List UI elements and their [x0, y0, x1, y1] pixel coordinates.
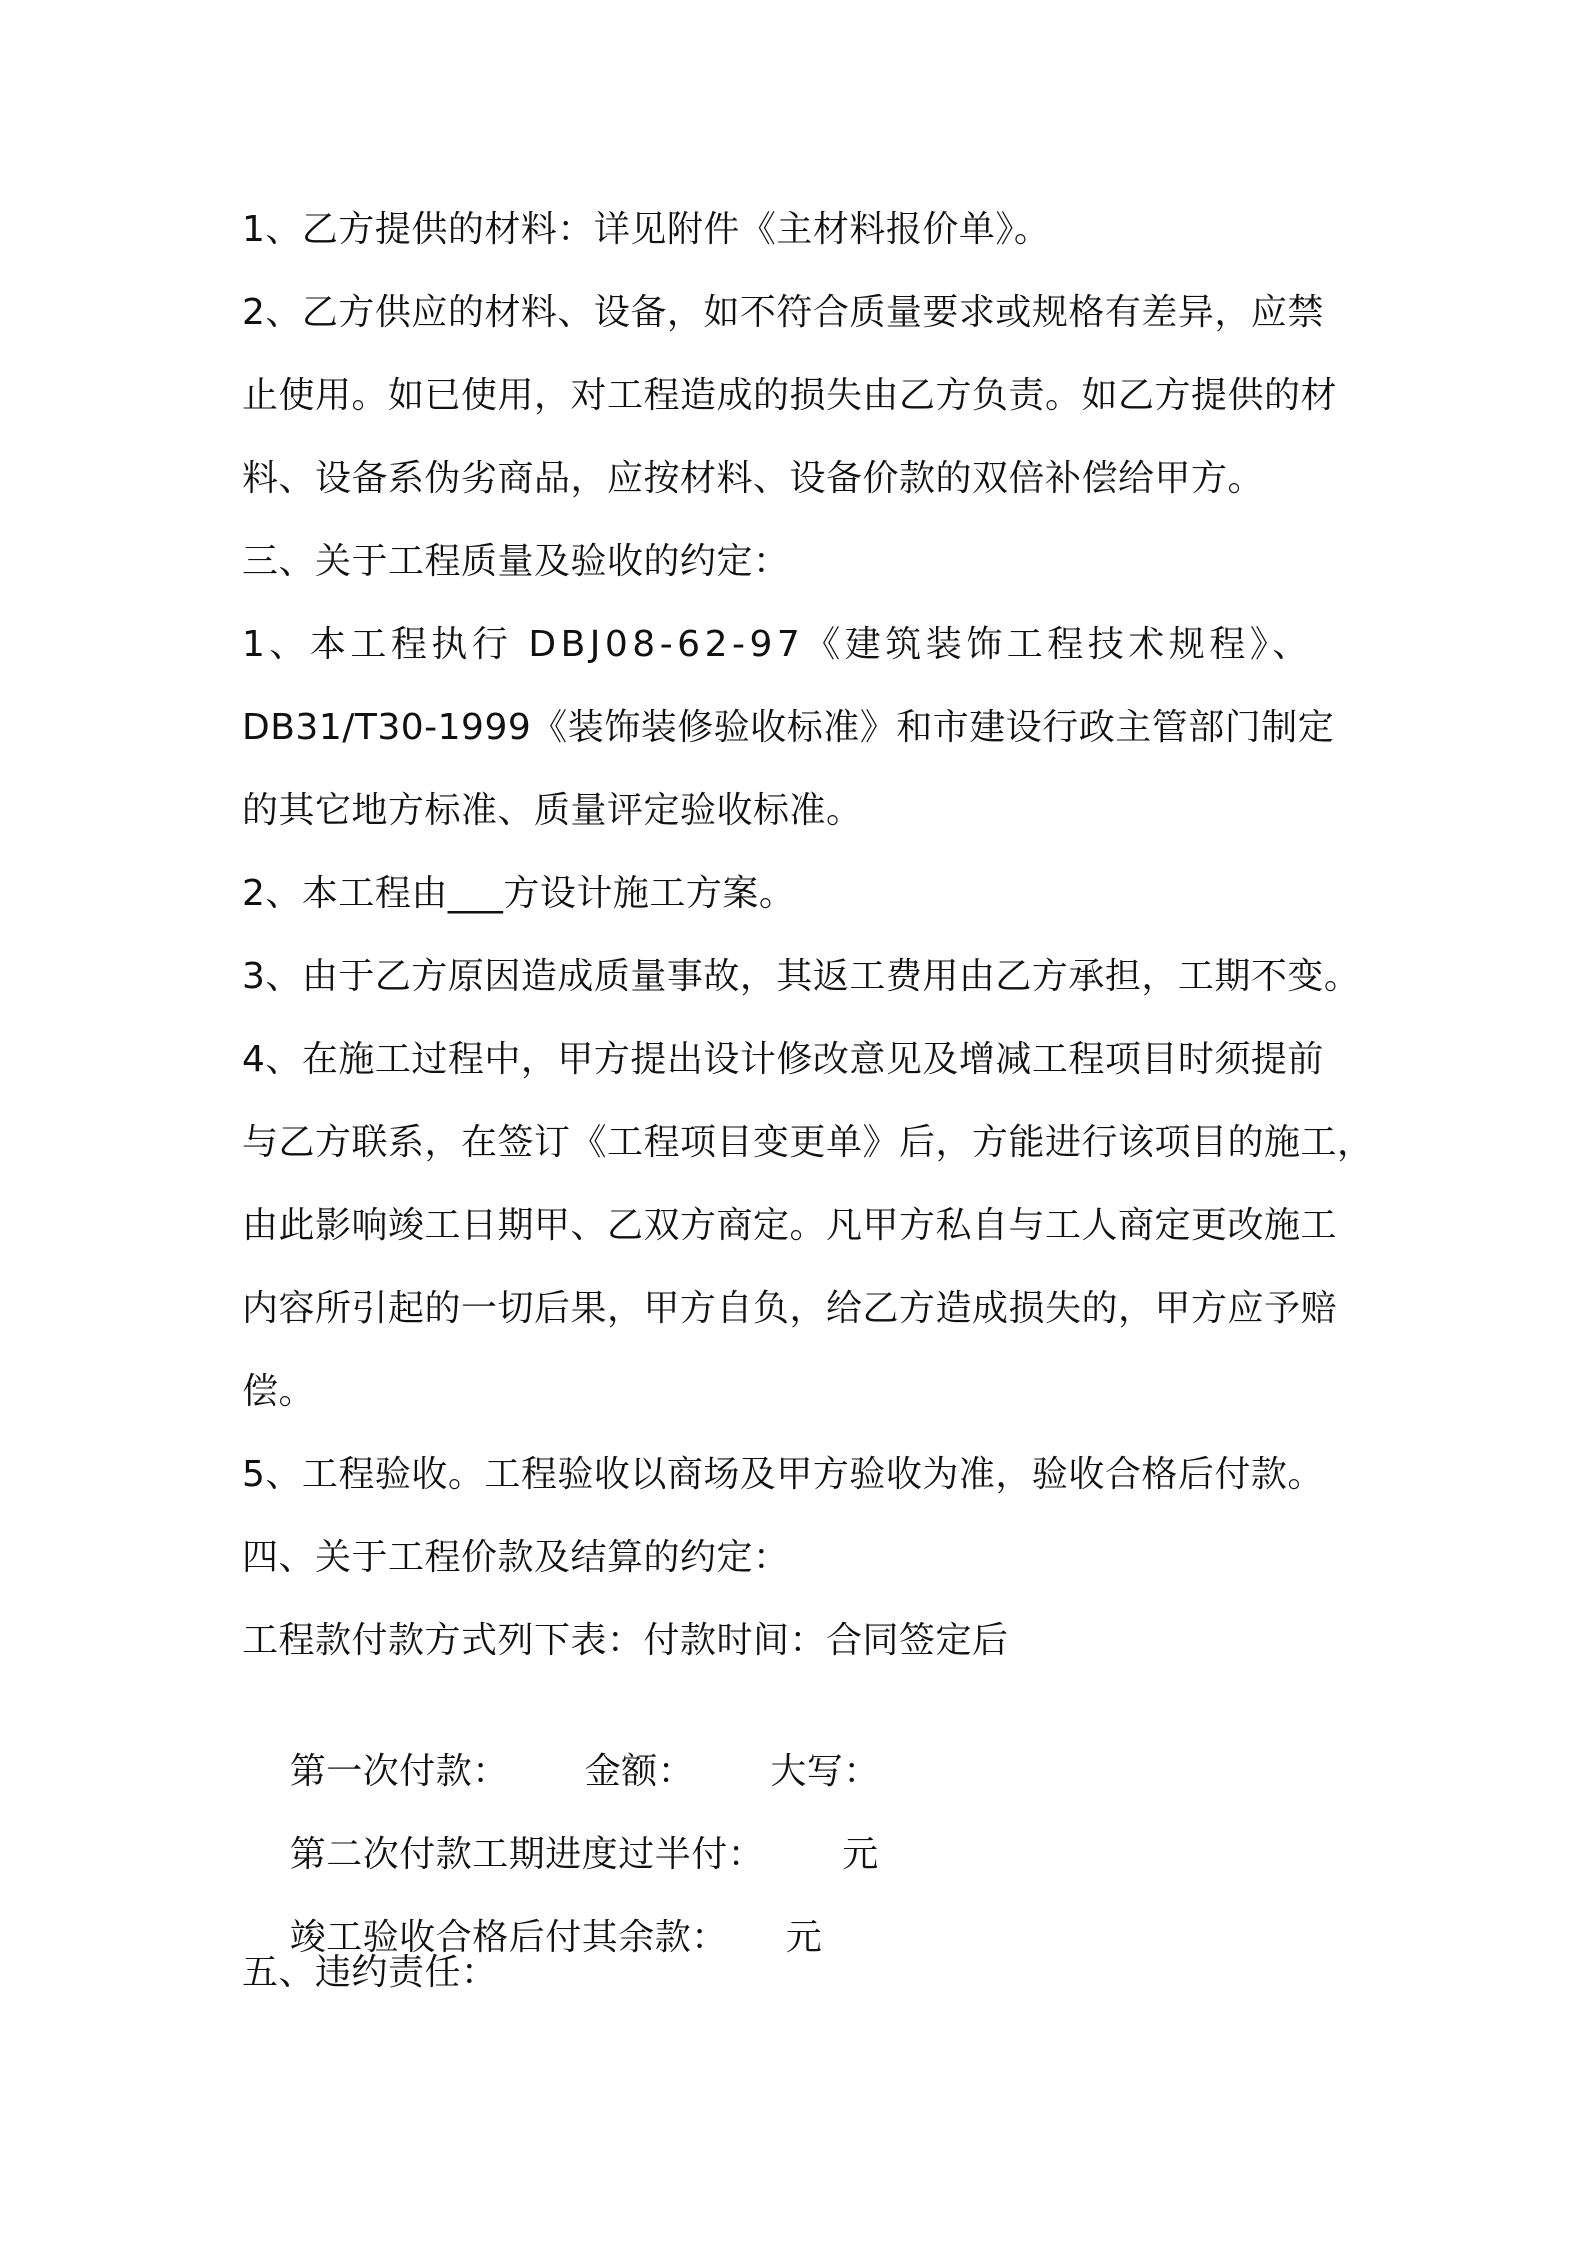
clause-standards-line-3: 的其它地方标准、质量评定验收标准。: [242, 790, 863, 831]
clause-standards-line-2: DB31/T30-1999《装饰装修验收标准》和市建设行政主管部门制定: [242, 707, 1335, 748]
first-payment-label: 第一次付款：: [289, 1751, 509, 1792]
second-payment-label: 第二次付款工期进度过半付：: [289, 1834, 765, 1875]
amount-label: 金额：: [584, 1751, 695, 1792]
second-payment-unit: 元: [842, 1834, 879, 1875]
clause-materials-quality-line-3: 料、设备系伪劣商品，应按材料、设备价款的双倍补偿给甲方。: [242, 458, 1265, 499]
final-payment-label: 竣工验收合格后付其余款：: [289, 1917, 728, 1958]
clause-changes-line-2: 与乙方联系，在签订《工程项目变更单》后，方能进行该项目的施工，: [242, 1122, 1374, 1163]
second-payment-line: [242, 1783, 879, 1875]
clause-materials-provided: 1、乙方提供的材料：详见附件《主材料报价单》。: [242, 209, 1051, 250]
payment-method-line: 工程款付款方式列下表：付款时间：合同签定后: [242, 1620, 1009, 1661]
section-heading-liability: 五、违约责任：: [242, 1952, 498, 1993]
clause-changes-line-5: 偿。: [242, 1371, 316, 1412]
clause-materials-quality-line-2: 止使用。如已使用，对工程造成的损失由乙方负责。如乙方提供的材: [242, 375, 1338, 416]
final-payment-unit: 元: [785, 1917, 823, 1958]
clause-standards-line-1: 1、本工程执行 DBJ08-62-97《建筑装饰工程技术规程》、: [242, 624, 1313, 665]
clause-changes-line-3: 由此影响竣工日期甲、乙双方商定。凡甲方私自与工人商定更改施工: [242, 1205, 1338, 1246]
clause-design-party: 2、本工程由___方设计施工方案。: [242, 873, 796, 914]
final-payment-line: [242, 1866, 823, 1958]
clause-acceptance: 5、工程验收。工程验收以商场及甲方验收为准，验收合格后付款。: [242, 1454, 1324, 1495]
section-heading-quality: 三、关于工程质量及验收的约定：: [242, 541, 790, 582]
clause-materials-quality-line-1: 2、乙方供应的材料、设备，如不符合质量要求或规格有差异，应禁: [242, 292, 1324, 333]
section-heading-payment: 四、关于工程价款及结算的约定：: [242, 1537, 790, 1578]
clause-changes-line-4: 内容所引起的一切后果，甲方自负，给乙方造成损失的，甲方应予赔: [242, 1288, 1338, 1329]
clause-changes-line-1: 4、在施工过程中，甲方提出设计修改意见及增减工程项目时须提前: [242, 1039, 1324, 1080]
capital-amount-label: 大写：: [770, 1751, 880, 1792]
first-payment-line: [242, 1700, 880, 1792]
clause-quality-accident: 3、由于乙方原因造成质量事故，其返工费用由乙方承担，工期不变。: [242, 956, 1361, 997]
